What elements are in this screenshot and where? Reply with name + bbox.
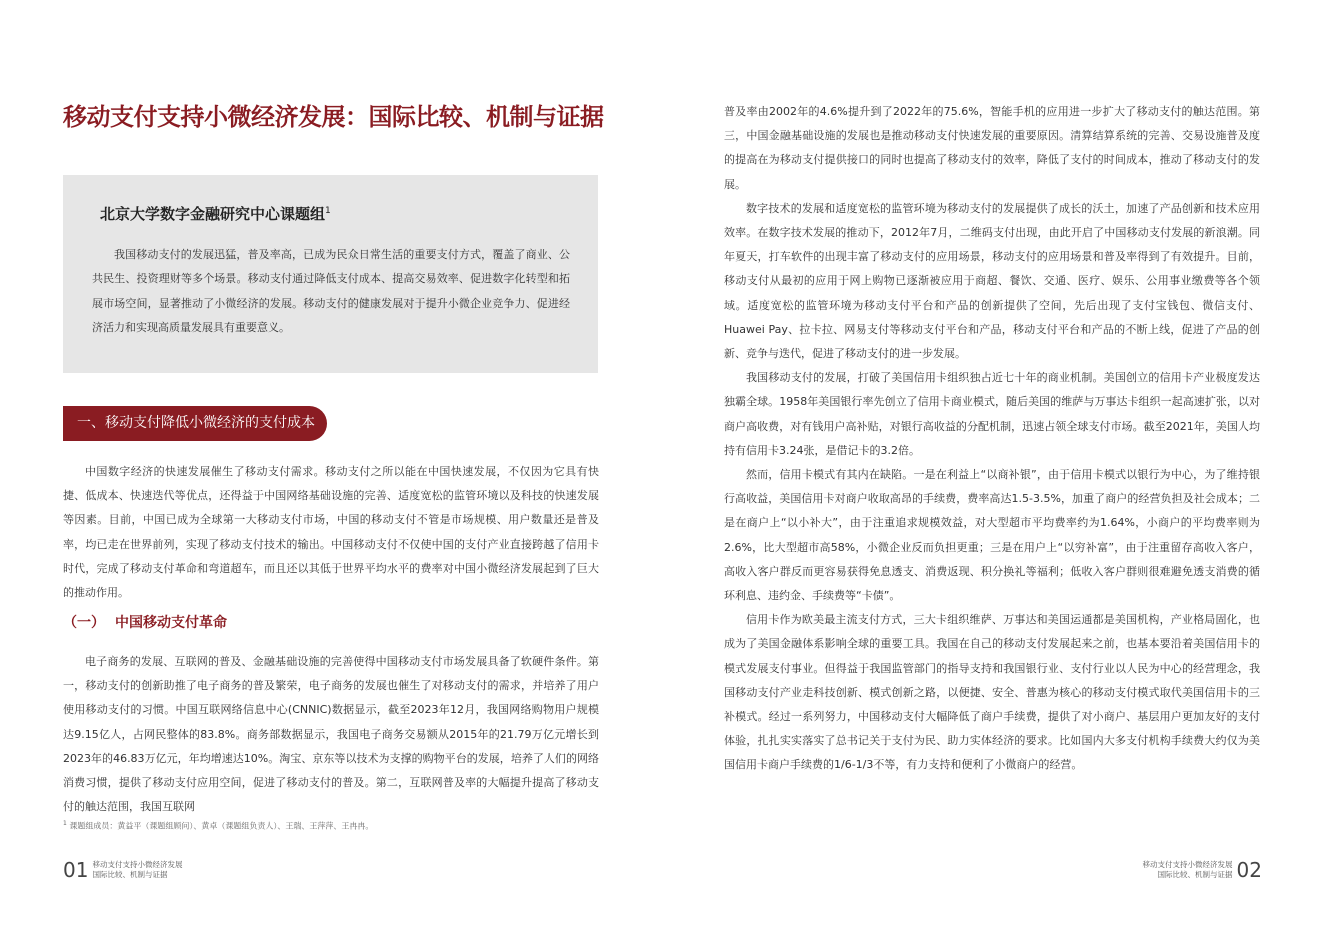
paragraph: 中国数字经济的快速发展催生了移动支付需求。移动支付之所以能在中国快速发展，不仅因为它具有快捷、低成本、快速迭代等优点，还得益于中国网络基础设施的完善、适度宽松的监管环境以及科技的快速发展等因素。目前，中国已成为全球第一大移动支付市场，中国的移动支付不管是市场规模、用户数量还是普及率，均已走在世界前列，实现了移动支付技术的输出。中国移动支付不仅使中国的支付产业直接跨越了信用卡时代，完成了移动支付革命和弯道超车，而且还以其低于世界平均水平的费率对中国小微经济发展起到了巨大的推动作用。 xyxy=(63,465,599,600)
paragraph: 信用卡作为欧美最主流支付方式，三大卡组织维萨、万事达和美国运通都是美国机构，产业格局固化，也成为了美国金融体系影响全球的重要工具。我国在自己的移动支付发展起来之前，也基本要沿着美国信用卡的模式发展支付事业。但得益于我国监管部门的指导支持和我国银行业、支付行业以人民为中心的经营理念，我国移动支付产业走科技创新、模式创新之路，以便捷、安全、普惠为核心的移动支付模式取代美国信用卡的三补模式。经过一系列努力，中国移动支付大幅降低了商户手续费，提供了对小商户、基层用户更加友好的支付体验，扎扎实实落实了总书记关于支付为民、助力实体经济的要求。比如国内大多支付机构手续费大约仅为美国信用卡商户手续费的1/6-1/3不等，有力支持和便利了小微商户的经营。 xyxy=(724,613,1260,772)
footnote-mark: 1 xyxy=(63,820,67,827)
footnote-text: 课题组成员：黄益平（课题组顾问）、黄卓（课题组负责人）、王瑞、王萍萍、王冉冉。 xyxy=(69,821,374,831)
running-title-line: 国际比较、机制与证据 xyxy=(92,870,168,879)
page-footer xyxy=(63,860,182,880)
paragraph: 电子商务的发展、互联网的普及、金融基础设施的完善使得中国移动支付市场发展具备了软硬件条件。第一，移动支付的创新助推了电子商务的普及繁荣，电子商务的发展也催生了对移动支付的需求，并培养了用户使用移动支付的习惯。中国互联网络信息中心(CNNIC)数据显示，截至2023年12月，我国网络购物用户规模达9.15亿人，占网民整体的83.8%。商务部数据显示，我国电子商务交易额从2015年的21.79万亿元增长到2023年的46.83万亿元，年均增速达10%。淘宝、京东等以技术为支撑的购物平台的发展，培养了人们的网络消费习惯，提供了移动支付应用空间，促进了移动支付的普及。第二，互联网普及率的大幅提升提高了移动支付的触达范围，我国互联网 xyxy=(63,655,599,814)
subsection-body xyxy=(63,650,599,819)
document-title: 移动支付支持小微经济发展：国际比较、机制与证据 xyxy=(63,103,604,131)
section-heading: 一、移动支付降低小微经济的支付成本 xyxy=(63,406,327,441)
right-page xyxy=(661,0,1323,936)
subsection-title: 中国移动支付革命 xyxy=(115,615,227,631)
left-page xyxy=(0,0,661,936)
running-title-line: 移动支付支持小微经济发展 xyxy=(92,860,183,869)
running-title-line: 移动支付支持小微经济发展 xyxy=(1142,860,1233,869)
running-title-line: 国际比较、机制与证据 xyxy=(1157,870,1233,879)
footnote xyxy=(63,820,373,832)
page-footer xyxy=(1143,860,1262,880)
author-name: 北京大学数字金融研究中心课题组 xyxy=(100,205,326,223)
footnote-ref[interactable]: 1 xyxy=(325,206,331,216)
paragraph: 我国移动支付的发展，打破了美国信用卡组织独占近七十年的商业机制。美国创立的信用卡产业极度发达独霸全球。1958年美国银行率先创立了信用卡商业模式，随后美国的维萨与万事达卡组织一起高速扩张，以对商户高收费，对有钱用户高补贴，对银行高收益的分配机制，迅速占领全球支付市场。截至2021年，美国人均持有信用卡3.24张，是借记卡的3.2倍。 xyxy=(724,371,1260,457)
page-number: 02 xyxy=(1236,858,1262,882)
paragraph-continued: 普及率由2002年的4.6%提升到了2022年的75.6%，智能手机的应用进一步扩大了移动支付的触达范围。第三，中国金融基础设施的发展也是推动移动支付快速发展的重要原因。清算结算系统的完善、交易设施普及度的提高在为移动支付提供接口的同时也提高了移动支付的效率，降低了支付的时间成本，推动了移动支付的发展。 xyxy=(724,105,1260,191)
running-title xyxy=(92,860,182,880)
paragraph: 数字技术的发展和适度宽松的监管环境为移动支付的发展提供了成长的沃土，加速了产品创新和技术应用效率。在数字技术发展的推动下，2012年7月，二维码支付出现，由此开启了中国移动支付发展的新浪潮。同年夏天，打车软件的出现丰富了移动支付的应用场景，移动支付的应用场景和普及率得到了有效提升。目前，移动支付从最初的应用于网上购物已逐渐被应用于商超、餐饮、交通、医疗、娱乐、公用事业缴费等各个领域。适度宽松的监管环境为移动支付平台和产品的创新提供了空间，先后出现了支付宝钱包、微信支付、Huawei Pay、拉卡拉、网易支付等移动支付平台和产品，移动支付平台和产品的不断上线，促进了产品的创新、竞争与迭代，促进了移动支付的进一步发展。 xyxy=(724,201,1260,361)
abstract-text: 我国移动支付的发展迅猛，普及率高，已成为民众日常生活的重要支付方式，覆盖了商业、公共民生、投资理财等多个场景。移动支付通过降低支付成本、提高交易效率、促进数字化转型和拓展市场空间，显著推动了小微经济的发展。移动支付的健康发展对于提升小微企业竞争力、促进经济活力和实现高质量发展具有重要意义。 xyxy=(92,248,570,334)
abstract-box xyxy=(63,175,598,373)
author-line xyxy=(100,203,331,224)
subsection-number: （一） xyxy=(63,615,105,631)
right-page-body xyxy=(724,100,1260,778)
section-body xyxy=(63,460,599,605)
paragraph: 然而，信用卡模式有其内在缺陷。一是在利益上“以商补银”，由于信用卡模式以银行为中心，为了维持银行高收益，美国信用卡对商户收取高昂的手续费，费率高达1.5-3.5%，加重了商户的经营负担及社会成本；二是在商户上“以小补大”，由于注重追求规模效益，对大型超市平均费率约为1.64%，小商户的平均费率则为2.6%，比大型超市高58%，小微企业反而负担更重；三是在用户上“以穷补富”，由于注重留存高收入客户，高收入客户群反而更容易获得免息透支、消费返现、积分换礼等福利；低收入客户群则很难避免透支消费的循环利息、违约金、手续费等“卡债”。 xyxy=(724,468,1260,603)
running-title xyxy=(1143,860,1233,880)
subsection-heading xyxy=(63,612,227,632)
page-number: 01 xyxy=(63,858,89,882)
